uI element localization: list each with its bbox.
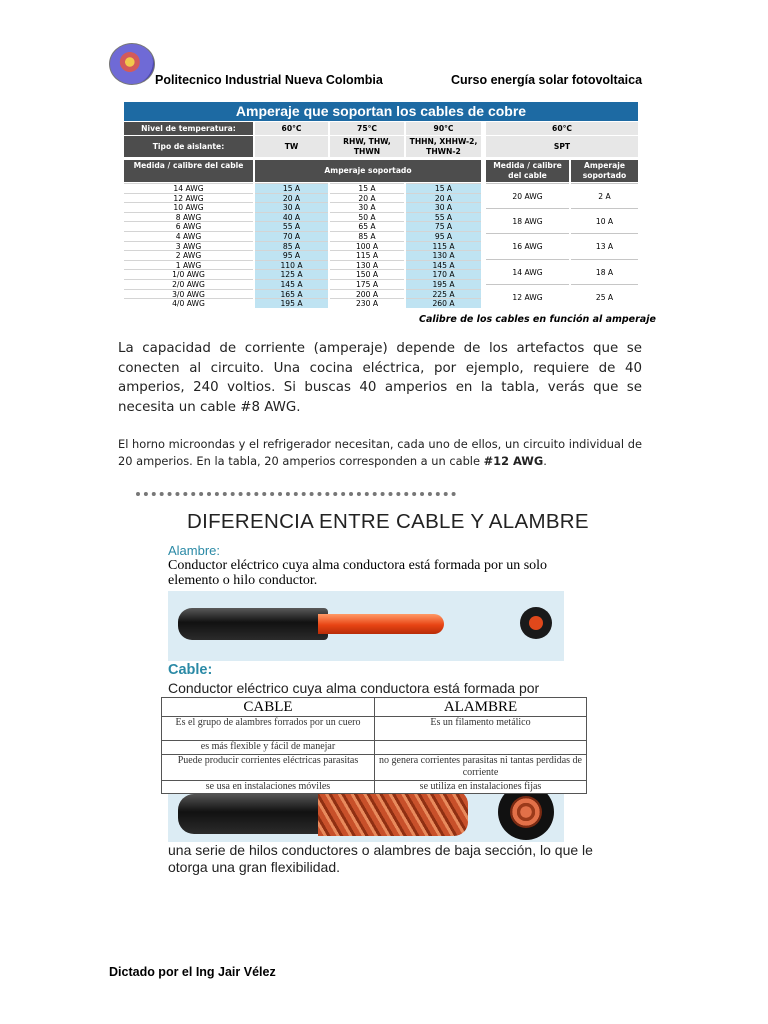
- gauge-cell: 12 AWG: [124, 193, 253, 203]
- gauge-cell: 3/0 AWG: [124, 289, 253, 299]
- insulation-thhn: THHN, XHHW-2, THWN-2: [406, 136, 481, 157]
- amp-cell: 195 A: [406, 279, 481, 289]
- gauge-cell: 2 AWG: [124, 250, 253, 260]
- amp-cell: 85 A: [255, 241, 328, 251]
- alambre-label: Alambre:: [168, 543, 221, 558]
- footer-author: Dictado por el Ing Jair Vélez: [109, 965, 276, 979]
- amp-cell: 20 A: [255, 193, 328, 203]
- cable-definition-start: Conductor eléctrico cuya alma conductora está formada por: [168, 680, 540, 696]
- spt-amp-cell: 2 A: [571, 183, 638, 208]
- alambre-definition: Conductor eléctrico cuya alma conductora está formada por un solo elemento o hilo conductor.: [168, 558, 548, 588]
- slide-title: DIFERENCIA ENTRE CABLE Y ALAMBRE: [187, 510, 589, 533]
- amp-cell: 145 A: [255, 279, 328, 289]
- col-alambre-header: ALAMBRE: [375, 698, 587, 717]
- temp-60: 60°C: [255, 122, 328, 135]
- amp-cell: 115 A: [330, 250, 404, 260]
- amp-cell: 75 A: [406, 221, 481, 231]
- amp-cell: 130 A: [330, 260, 404, 270]
- amp-cell: 85 A: [330, 231, 404, 241]
- amp-cell: 260 A: [406, 298, 481, 308]
- cell: Puede producir corrientes eléctricas parasitas: [162, 754, 375, 780]
- spt-amp-cell: 10 A: [571, 208, 638, 233]
- spt-gauge-cell: 16 AWG: [486, 233, 569, 258]
- amp-cell: 115 A: [406, 241, 481, 251]
- amp-cell: 70 A: [255, 231, 328, 241]
- table-caption: Calibre de los cables en función al amperaje: [419, 314, 656, 325]
- amp-cell: 20 A: [406, 193, 481, 203]
- gauge-cell: 8 AWG: [124, 212, 253, 222]
- cell: se utiliza en instalaciones fijas: [375, 780, 587, 794]
- paragraph-amperage: La capacidad de corriente (amperaje) depende de los artefactos que se conecten al circuito. Una cocina eléctrica, por ejemplo, requiere de 40 amperios, 240 voltios. Si buscas 40 amperios en la tabla, verás que se necesita un cable #8 AWG.: [118, 341, 642, 415]
- paragraph-microwave-text: El horno microondas y el refrigerador necesitan, cada uno de ellos, un circuito individual de 20 amperios. En la tabla, 20 amperios corresponden a un cable: [118, 437, 642, 468]
- cell: [375, 741, 587, 755]
- comparison-table: [161, 697, 587, 794]
- cable-definition-end: una serie de hilos conductores o alambres de baja sección, lo que le otorga una gran flexibilidad.: [168, 842, 593, 875]
- amp-cell: 95 A: [406, 231, 481, 241]
- amp-cell: 30 A: [330, 202, 404, 212]
- table-row: [162, 754, 587, 780]
- amp-cell: 50 A: [330, 212, 404, 222]
- amp-cell: 15 A: [330, 183, 404, 193]
- amp-cell: 125 A: [255, 269, 328, 279]
- amp-cell: 175 A: [330, 279, 404, 289]
- gauge-cell: 14 AWG: [124, 183, 253, 193]
- spt-gauge-cell: 18 AWG: [486, 208, 569, 233]
- amp-cell: 110 A: [255, 260, 328, 270]
- amp-cell: 55 A: [255, 221, 328, 231]
- amp-cell: 195 A: [255, 298, 328, 308]
- course-name: Curso energía solar fotovoltaica: [451, 73, 643, 87]
- cable-label: Cable:: [168, 662, 213, 678]
- amp-cell: 145 A: [406, 260, 481, 270]
- temp-label: Nivel de temperatura:: [124, 122, 253, 135]
- spt-gauge-header: Medida / calibre del cable: [486, 160, 569, 182]
- amp-cell: 55 A: [406, 212, 481, 222]
- amp-cell: 170 A: [406, 269, 481, 279]
- amp-cell: 95 A: [255, 250, 328, 260]
- ampacity-table-title: Amperaje que soportan los cables de cobre: [124, 102, 638, 121]
- amp-cell: 15 A: [406, 183, 481, 193]
- spt-gauge-cell: 14 AWG: [486, 259, 569, 284]
- cell: es más flexible y fácil de manejar: [162, 741, 375, 755]
- school-logo: [109, 43, 155, 85]
- spt-temp: 60°C: [486, 122, 638, 135]
- col-cable-header: CABLE: [162, 698, 375, 717]
- amp-cell: 40 A: [255, 212, 328, 222]
- gauge-cell: 10 AWG: [124, 202, 253, 212]
- insulation-label: Tipo de aislante:: [124, 136, 253, 157]
- cell: se usa en instalaciones móviles: [162, 780, 375, 794]
- cell: Es un filamento metálico: [375, 717, 587, 741]
- amp-cell: 150 A: [330, 269, 404, 279]
- amp-cell: 100 A: [330, 241, 404, 251]
- cell: Es el grupo de alambres forrados por un cuero: [162, 717, 375, 741]
- gauge-cell: 1 AWG: [124, 260, 253, 270]
- table-row: [162, 780, 587, 794]
- spt-amp-cell: 13 A: [571, 233, 638, 258]
- insulation-rhw: RHW, THW, THWN: [330, 136, 404, 157]
- temp-90: 90°C: [406, 122, 481, 135]
- temp-75: 75°C: [330, 122, 404, 135]
- cropped-text-line: [136, 492, 456, 497]
- spt-gauge-cell: 20 AWG: [486, 183, 569, 208]
- ampacity-table: [124, 102, 638, 307]
- table-row: [162, 717, 587, 741]
- amp-cell: 15 A: [255, 183, 328, 193]
- gauge-cell: 2/0 AWG: [124, 279, 253, 289]
- school-name: Politecnico Industrial Nueva Colombia: [155, 73, 383, 87]
- amp-cell: 225 A: [406, 289, 481, 299]
- amp-header: Amperaje soportado: [255, 160, 481, 182]
- paragraph-microwave-bold: #12 AWG: [483, 454, 544, 468]
- cell: no genera corrientes parasitas ni tantas perdidas de corriente: [375, 754, 587, 780]
- amp-cell: 65 A: [330, 221, 404, 231]
- amp-cell: 230 A: [330, 298, 404, 308]
- spt-amp-header: Amperaje soportado: [571, 160, 638, 182]
- solid-wire-image: [168, 591, 564, 661]
- amp-cell: 20 A: [330, 193, 404, 203]
- amp-cell: 200 A: [330, 289, 404, 299]
- spt-amp-cell: 25 A: [571, 284, 638, 309]
- spt-insulation: SPT: [486, 136, 638, 157]
- paragraph-microwave-end: .: [543, 454, 547, 468]
- gauge-header: Medida / calibre del cable: [124, 160, 253, 182]
- amp-cell: 30 A: [406, 202, 481, 212]
- paragraph-microwave: [118, 436, 642, 470]
- spt-gauge-cell: 12 AWG: [486, 284, 569, 309]
- spt-amp-cell: 18 A: [571, 259, 638, 284]
- amp-cell: 130 A: [406, 250, 481, 260]
- gauge-cell: 4 AWG: [124, 231, 253, 241]
- table-row: [162, 741, 587, 755]
- gauge-cell: 6 AWG: [124, 221, 253, 231]
- gauge-cell: 3 AWG: [124, 241, 253, 251]
- amp-cell: 165 A: [255, 289, 328, 299]
- gauge-cell: 1/0 AWG: [124, 269, 253, 279]
- gauge-cell: 4/0 AWG: [124, 298, 253, 308]
- amp-cell: 30 A: [255, 202, 328, 212]
- insulation-tw: TW: [255, 136, 328, 157]
